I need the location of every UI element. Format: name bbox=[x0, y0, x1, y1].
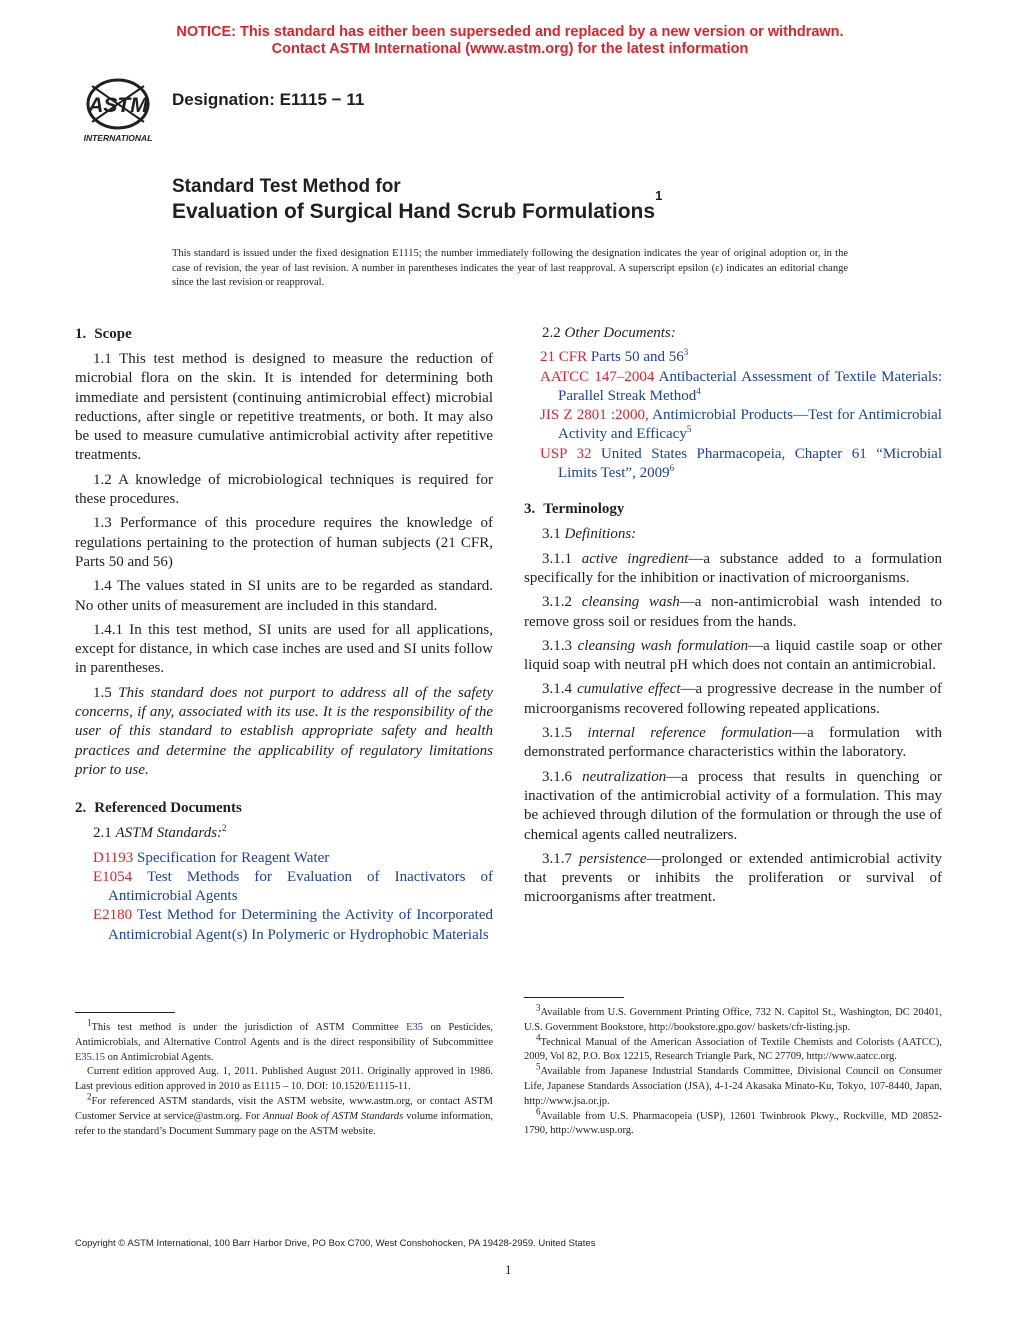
scope-1-5: 1.5 This standard does not purport to address all of the safety concerns, if any, associated with its use. It is the responsibility of the user of this standard to establish appropriate safety and health practices and determine the applicability of regulatory limitations prior to use. bbox=[75, 684, 494, 778]
left-column bbox=[75, 324, 493, 945]
section-terminology-heading: 3. Terminology bbox=[524, 501, 625, 518]
ref-jis[interactable]: JIS Z 2801 :2000, Antimicrobial Products—Test for Antimicrobial Activity and Efficacy$^5$ bbox=[540, 407, 942, 443]
term-3-1-7: 3.1.7 persistence—prolonged or extended antimicrobial activity that prevents or inhibits the proliferation or survival of microorganisms after treatment. bbox=[524, 850, 943, 906]
footnotes-left bbox=[75, 1017, 494, 1139]
footnote-2: $^2$For referenced ASTM standards, visit the ASTM website, www.astm.org, or contact ASTM Customer Service at service@astm.org. For Annual Book of ASTM Standards volume information, refer to the standard’s Document Summary page on the ASTM website. bbox=[75, 1091, 493, 1137]
term-3-1-3: 3.1.3 cleansing wash formulation—a liquid castile soap or other liquid soap with neutral pH which does not contain an antimicrobial. bbox=[524, 637, 943, 674]
ref-e2180[interactable]: E2180 Test Method for Determining the Activity of Incorporated Antimicrobial Agent(s) In Polymeric or Hydrophobic Materials bbox=[93, 907, 493, 943]
issuance-statement: This standard is issued under the fixed designation E1115; the number immediately following the designation indicates the year of original adoption or, in the case of revision, the year of last revision. A number in parentheses indicates the year of last reapproval. A superscript epsilon (ε) indicates an editorial change since the last revision or reapproval. bbox=[172, 248, 848, 288]
right-column bbox=[524, 324, 942, 913]
title-line-2: Evaluation of Surgical Hand Scrub Formulations$^1$ bbox=[172, 188, 663, 223]
title-line-1: Standard Test Method for bbox=[172, 176, 401, 197]
scope-1-3: 1.3 Performance of this procedure requires the knowledge of regulations pertaining to the protection of human subjects (21 CFR, Parts 50 and 56) bbox=[75, 515, 493, 570]
footnote-5: $^5$Available from Japanese Industrial Standards Committee, Divisional Council on Consumer Life, Japanese Standards Association (JSA), 4-1-24 Akasaka Minato-Ku, Tokyo, 107-8440, Japan, http://www.jsa.or.jp. bbox=[524, 1061, 942, 1107]
footnote-4: $^4$Technical Manual of the American Association of Textile Chemists and Colorists (AATCC), 2009, Vol 82, P.O. Box 12215, Research Triangle Park, NC 27709, http://www.aatcc.org. bbox=[524, 1032, 942, 1063]
withdrawn-notice bbox=[0, 24, 1020, 58]
page-number: 1 bbox=[505, 1262, 512, 1277]
other-documents-label: 2.2 Other Documents: bbox=[542, 325, 676, 341]
astm-logo bbox=[76, 72, 160, 144]
term-3-1-2: 3.1.2 cleansing wash—a non-antimicrobial wash intended to remove gross soil or residues from the hands. bbox=[524, 594, 942, 630]
footnote-1-edition: Current edition approved Aug. 1, 2011. Published August 2011. Originally approved in 1986. Last previous edition approved in 2010 as E1115 – 10. DOI: 10.1520/E1115-11. bbox=[75, 1066, 493, 1093]
document-title bbox=[172, 175, 662, 225]
section-scope-heading: 1. Scope bbox=[75, 326, 132, 342]
definitions-label: 3.1 Definitions: bbox=[542, 526, 637, 543]
footnote-rule-left bbox=[75, 1012, 175, 1013]
astm-standards-label: 2.1 ASTM Standards:$^2$ bbox=[93, 823, 227, 842]
ref-usp[interactable]: USP 32 United States Pharmacopeia, Chapter 61 “Microbial Limits Test”, 2009$^6$ bbox=[540, 445, 942, 482]
notice-line-2: Contact ASTM International (www.astm.org) for the latest information bbox=[271, 41, 749, 57]
designation: Designation: E1115 − 11 bbox=[172, 90, 365, 109]
copyright-line: Copyright © ASTM International, 100 Barr Harbor Drive, PO Box C700, West Conshohocken, PA 19428-2959. United States bbox=[75, 1238, 596, 1249]
title-footnote-ref: 1 bbox=[655, 188, 663, 203]
footnotes-right bbox=[524, 1002, 942, 1139]
term-3-1-4: 3.1.4 cumulative effect—a progressive decrease in the number of microorganisms recovered following repeated applications. bbox=[524, 681, 942, 717]
footnote-6: $^6$Available from U.S. Pharmacopeia (USP), 12601 Twinbrook Pkwy., Rockville, MD 20852-1790, http://www.usp.org. bbox=[524, 1106, 942, 1137]
scope-1-4-1: 1.4.1 In this test method, SI units are used for all applications, except for distance, in which case inches are used and SI units follow in parentheses. bbox=[75, 621, 493, 677]
scope-1-1: 1.1 This test method is designed to measure the reduction of microbial flora on the skin. It is intended for determining both immediate and persistent (continuing antimicrobial effect) microbial reductions, after single or repetitive treatments, or both. It may also be used to measure cumulative antimicrobial activity after repetitive treatments. bbox=[75, 351, 493, 464]
section-refdocs-heading: 2. Referenced Documents bbox=[75, 800, 242, 817]
footnote-rule-right bbox=[524, 997, 624, 998]
ref-e1054[interactable]: E1054 Test Methods for Evaluation of Inactivators of Antimicrobial Agents bbox=[93, 868, 493, 905]
ref-d1193[interactable]: D1193 Specification for Reagent Water bbox=[93, 849, 330, 866]
ref-21cfr[interactable]: 21 CFR Parts 50 and $56^3$ bbox=[540, 347, 689, 366]
scope-1-2: 1.2 A knowledge of microbiological techniques is required for these procedures. bbox=[75, 471, 493, 508]
footnote-3: $^3$Available from U.S. Government Printing Office, 732 N. Capitol St., Washington, DC 20401, U.S. Government Bookstore, http://bookstore.gpo.gov/ baskets/cfr-listing.jsp. bbox=[524, 1002, 942, 1033]
committee-e35-link[interactable]: E35 bbox=[406, 1022, 424, 1033]
ref-aatcc[interactable]: AATCC 147–2004 Antibacterial Assessment of Textile Materials: Parallel Streak Method$^4$ bbox=[540, 368, 942, 404]
term-3-1-5: 3.1.5 internal reference formulation—a formulation with demonstrated performance characteristics within the laboratory. bbox=[524, 725, 942, 761]
logo-text: ASTM bbox=[88, 94, 148, 117]
term-3-1-1: 3.1.1 active ingredient—a substance added to a formulation specifically for the inhibition or inactivation of microorganisms. bbox=[524, 550, 942, 586]
footnote-1: $^1$This test method is under the jurisdiction of ASTM Committee E35 on Pesticides, Antimicrobials, and Alternative Control Agents and is the direct responsibility of Subcommittee E35.15 on Antimicrobial Agents. bbox=[75, 1017, 494, 1063]
scope-1-4: 1.4 The values stated in SI units are to be regarded as standard. No other units of measurement are included in this standard. bbox=[75, 578, 493, 614]
logo-subtext: INTERNATIONAL bbox=[83, 133, 153, 143]
subcommittee-e35-15-link[interactable]: E35.15 bbox=[75, 1051, 106, 1063]
notice-line-1: NOTICE: This standard has either been superseded and replaced by a new version or withdrawn. bbox=[176, 24, 844, 40]
term-3-1-6: 3.1.6 neutralization—a process that results in quenching or inactivation of the antimicrobial activity of a formulation. This may be achieved through dilution of the formulation or through the use of chemical agents called neutralizers. bbox=[524, 768, 942, 843]
